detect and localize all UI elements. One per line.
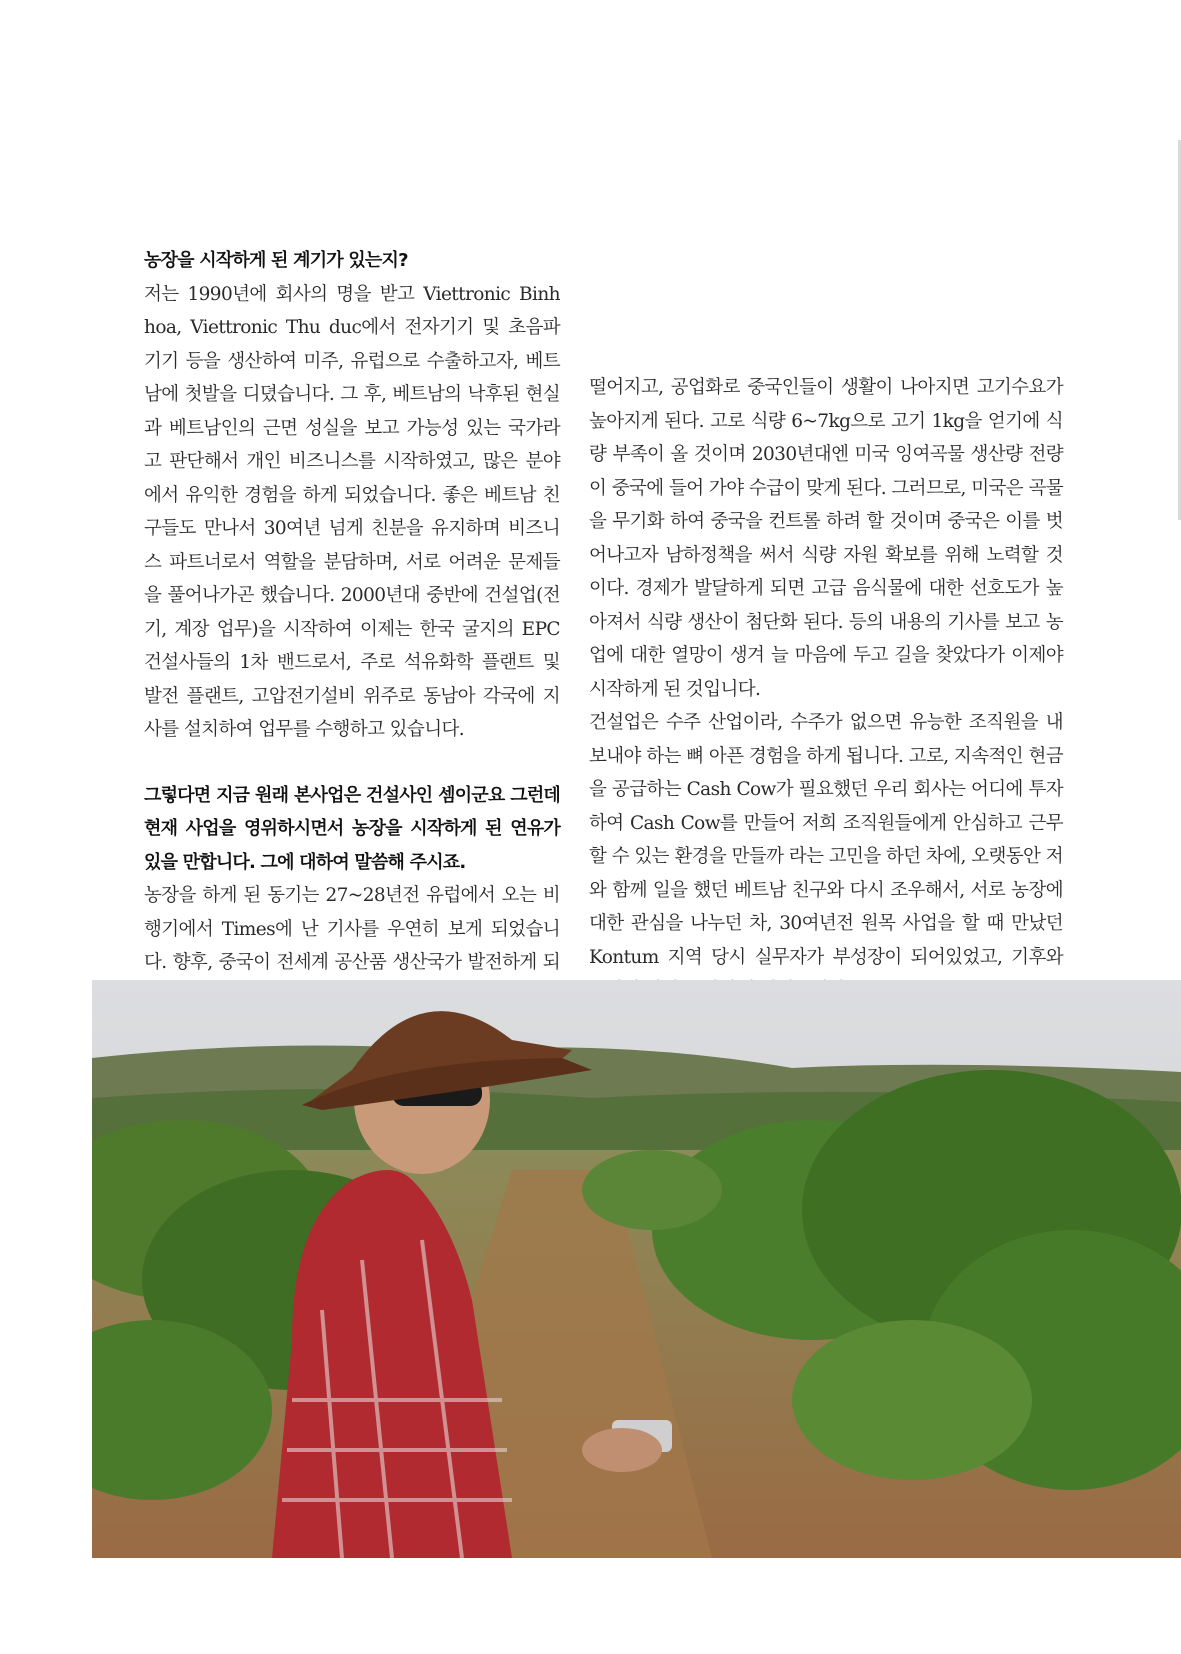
question-heading-2: 그렇다면 지금 원래 본사업은 건설사인 셈이군요 그런데 현재 사업을 영위하시면서 농장을 시작하게 된 연유가 있을 만합니다. 그에 대하여 말씀해 주시죠.	[144, 784, 560, 873]
farm-photo-illustration	[92, 980, 1181, 1558]
answer-paragraph-3: 건설업은 수주 산업이라, 수주가 없으면 유능한 조직원을 내보내야 하는 뼈 아픈 경험을 하게 됩니다. 고로, 지속적인 현금을 공급하는 Cash Cow가 필요했던 우리 회사는 어디에 투자하여 Cash Cow를 만들어 저희 조직원들에게 안심하고 근무할 수 있는 환경을 만들까 라는 고민을 하던 차에, 오랫동안 저와 함께 일을 했던 베트남 친구와 다시 조우해서, 서로 농장에 대한 관심을 나누던 차, 30여년전 원목 사업을 할 때 만났던 Kontum 지역 당시 실무자가 부성장이 되어있었고, 기후와	[589, 712, 1063, 968]
answer-paragraph-2-continued: 떨어지고, 공업화로 중국인들이 생활이 나아지면 고기수요가 높아지게 된다. 고로 식량 6~7kg으로 고기 1kg을 얻기에 식량 부족이 올 것이며 2030년대엔 미국 잉여곡물 생산량 전량이 중국에 들어 가야 수급이 맞게 된다. 그러므로, 미국은 곡물을 무기화 하여 중국을 컨트롤 하려 할 것이며 중국은 이를 벗어나고자 남하정책을 써서 식량 자원 확보를 위해 노력할 것이다. 경제가 발달하게 되면 고급 음식물에 대한 선호도가 높아져서 식량 생산이 첨단화 된다. 등의 내용의 기사를 보고 농업에 대한 열망이 생겨 늘 마음에 두고 길을 찾았다가 이제야 시작하게 된 것입니다.	[589, 377, 1063, 700]
answer-paragraph-2-start: 농장을 하게 된 동기는 27~28년전 유럽에서 오는 비행기에서 Times에 난 기사를 우연히 보게 되었습니다. 향후, 중국이 전세계 공산품 생산국가 발전하게 되	[144, 885, 560, 973]
left-column	[144, 244, 560, 1047]
right-column	[589, 371, 1063, 1008]
answer-paragraph-1: 저는 1990년에 회사의 명을 받고 Viettronic Binh hoa, Viettronic Thu duc에서 전자기기 및 초음파 기기 등을 생산하여 미주, 유럽으로 수출하고자, 베트남에 첫발을 디뎠습니다. 그 후, 베트남의 낙후된 현실과 베트남인의 근면 성실을 보고 가능성 있는 국가라고 판단해서 개인 비즈니스를 시작하였고, 많은 분야에서 유익한 경험을 하게 되었습니다. 좋은 베트남 친구들도 만나서 30여년 넘게 친분을 유지하며 비즈니스 파트너로서 역할을 분담하며, 서로 어려운 문제들을 풀어나가곤 했습니다. 2000년대 중반에 건설업(전기, 계장 업무)을 시작하여 이제는 한국 굴지의 EPC 건설사들의 1차 밴드로서, 주로 석유화학 플랜트 및 발전 플랜트, 고압전기설비 위주로 동남아 각국에 지사를 설치하여 업무를 수행하고 있습니다.	[144, 283, 560, 740]
farm-photo	[92, 980, 1181, 1558]
paragraph-gap	[144, 747, 560, 779]
question-heading-1: 농장을 시작하게 된 계기가 있는지?	[144, 250, 408, 271]
